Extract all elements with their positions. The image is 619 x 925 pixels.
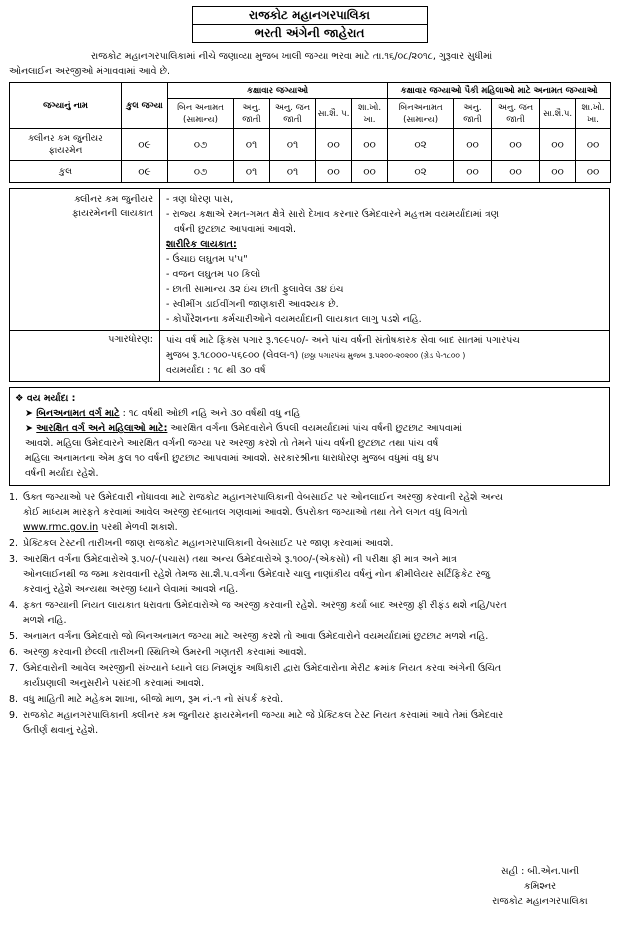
instructions-list: [9, 490, 610, 738]
instruction-text: [23, 661, 610, 691]
instruction-item: [9, 536, 610, 551]
subcol: અનુ. જન જાતી: [270, 99, 316, 129]
website-link[interactable]: www.rmc.gov.in: [23, 522, 99, 533]
instruction-item: [9, 629, 610, 644]
pay-line: [166, 348, 605, 363]
instruction-item: [9, 661, 610, 691]
post-name-cell: કુલ: [10, 161, 122, 183]
intro-line: રાજકોટ મહાનગરપાલિકામાં નીચે જણાવ્યા મુજબ ખાલી જગ્યા ભરવા માટે તા.૧૬/૦૮/૨૦૧૮, ગુરૂવાર સુધીમાં: [91, 51, 493, 62]
table-row: [10, 129, 611, 161]
post-name-cell: ક્લીનર કમ જુનીયર ફાયરમેન: [10, 129, 122, 161]
table-cell: ૦૦: [576, 161, 611, 183]
notice-title: ભરતી અંગેની જાહેરાત: [193, 24, 427, 42]
signatory-designation: કમિશ્નર: [523, 881, 557, 892]
qualification-label-line: ક્લીનર કમ જુનીયર: [74, 194, 153, 205]
instruction-text: [23, 552, 610, 597]
subcol: સા.શૈ. પ.: [316, 99, 352, 129]
age-rule-general: [15, 406, 604, 421]
instruction-text: [23, 536, 610, 551]
instruction-text: [23, 692, 610, 707]
pay-scale-body: [160, 331, 609, 381]
table-cell: ૦૦: [454, 161, 492, 183]
instruction-line: ફક્ત જગ્યાની નિયત લાયકાત ધરાવતા ઉમેદવારોએ જ અરજી કરવાની રહેશે. અરજી કર્યા બાદ અરજી ફી રીફંડ થશે નહિ/પરત: [23, 600, 507, 611]
instruction-line: કોઈ માધ્યમ મારફતે કરવામાં આવેલ અરજી રદબાતલ ગણવામાં આવશે. ઉપરોક્ત જગ્યાઓ તથા તેને લગત વધુ વિગતો: [23, 507, 468, 518]
age-rule-reserved: [15, 421, 604, 436]
instruction-line: ઉમેદવારોની આવેલ અરજીની સંખ્યાને ધ્યાને લઇ નિમણુંક અધિકારી દ્વારા ઉમેદવારોના મેરીટ ક્રમાંક નિયત કરવા અંગેની ઉચિત: [23, 663, 502, 674]
physical-item: - સ્વીમીંગ ડાઈવીંગની જાણકારી આવશ્યક છે.: [166, 299, 339, 310]
table-cell: ૦૧: [234, 129, 270, 161]
instruction-line: વધુ માહિતી માટે મહેકમ શાખા, બીજો માળ, રૂમ નં.-૧ નો સંપર્ક કરવો.: [23, 694, 284, 705]
signatory-org: રાજકોટ મહાનગરપાલિકા: [492, 896, 588, 907]
table-cell: ૦૨: [388, 129, 454, 161]
table-cell: ૦૨: [388, 161, 454, 183]
subcol: સા.શૈ.પ.: [540, 99, 576, 129]
table-cell: ૦૧: [234, 161, 270, 183]
arrow-icon: ➤: [25, 408, 37, 419]
signature-block: [480, 864, 600, 909]
instruction-text: [23, 490, 610, 535]
table-cell: ૦૧: [270, 129, 316, 161]
instruction-text: [23, 645, 610, 660]
instruction-line: ઉતીર્ણ થવાનું રહેશે.: [23, 725, 99, 736]
age-rule-text: : ૧૮ વર્ષથી ઓછી નહિ અને ૩૦ વર્ષથી વધુ નહિ: [122, 408, 301, 419]
physical-item: - ઉંચાઇ લઘુતમ ૫'૫": [166, 254, 248, 265]
instruction-line: અનામત વર્ગના ઉમેદવારો જો બિનઅનામત જગ્યા માટે અરજી કરશે તો આવા ઉમેદવારોને વયમર્યાદામાં છુટછાટ મળશે નહિ.: [23, 631, 489, 642]
qualification-item: - રાજ્ય કક્ષાએ રમત-ગમત ક્ષેત્રે સારો દેખાવ કરનાર ઉમેદવારને મહત્તમ વયમર્યાદામાં ત્રણ: [166, 209, 500, 220]
pay-level: મુજબ રૂ.૧૮૦૦૦-૫૬૯૦૦ (લેવલ-૧): [166, 350, 299, 361]
subcol: બિન અનામત (સામાન્ય): [168, 99, 234, 129]
age-rule-text-line: વર્ષની મર્યાદા રહેશે.: [25, 468, 99, 479]
vacancy-table: [9, 82, 611, 183]
instruction-number: 3.: [9, 554, 19, 565]
table-cell: ૦૯: [122, 129, 168, 161]
instruction-item: [9, 645, 610, 660]
col-post-name: જગ્યાનું નામ: [10, 83, 122, 129]
table-cell: ૦૦: [352, 161, 388, 183]
pay-sixth-commission: (છઠ્ઠા પગારપંચ મુજબ રૂ.૫૨૦૦-૨૦૨૦૦ (ગ્રેડ પે-૧૮૦૦ ): [301, 351, 466, 360]
qualification-section: [9, 188, 610, 331]
instruction-line: [23, 520, 610, 535]
table-row: [10, 161, 611, 183]
age-rule-head: આરક્ષિત વર્ગ અને મહિલાઓ માટે:: [36, 423, 168, 434]
table-cell: ૦૦: [492, 129, 540, 161]
qualification-item-cont: વર્ષની છુટછાટ આપવામાં આવશે.: [174, 224, 297, 235]
notice-header: [192, 6, 428, 43]
qualification-label-line: ફાયરમેનની લાયકાત: [71, 208, 153, 219]
table-cell: ૦૧: [270, 161, 316, 183]
instruction-number: 4.: [9, 600, 19, 611]
instruction-item: [9, 552, 610, 597]
instruction-number: 2.: [9, 538, 19, 549]
instruction-number: 9.: [9, 710, 19, 721]
table-cell: ૦૦: [316, 161, 352, 183]
instruction-line: મળશે નહિ.: [23, 615, 67, 626]
physical-item: - કોર્પોરેશનના કર્મચારીઓને વયમર્યાદાની લાયકાત લાગુ પડશે નહિ.: [166, 314, 422, 325]
table-cell: ૦૦: [576, 129, 611, 161]
table-cell: ૦૯: [122, 161, 168, 183]
subcol: બિનઅનામત (સામાન્ય): [388, 99, 454, 129]
instruction-number: 1.: [9, 492, 19, 503]
instruction-line: કરવાનું રહેશે અન્યથા અરજી ધ્યાને લેવામાં આવશે નહિ.: [23, 584, 239, 595]
age-limit-title: ❖ વય મર્યાદા :: [15, 393, 76, 404]
instruction-text: [23, 598, 610, 628]
physical-qualification-title: શારીરિક લાયકાત:: [166, 239, 237, 250]
instruction-item: [9, 490, 610, 535]
table-cell: ૦૭: [168, 161, 234, 183]
subcol: અનુ. જાતી: [234, 99, 270, 129]
table-cell: ૦૦: [492, 161, 540, 183]
subcol: અનુ. જન જાતી: [492, 99, 540, 129]
intro-paragraph: [9, 49, 610, 79]
physical-item: - છાતી સામાન્ય ૩૨ ઇંચ છાતી ફુલાવેલ ૩૪ ઇંચ: [166, 284, 344, 295]
instruction-item: [9, 692, 610, 707]
table-cell: ૦૦: [454, 129, 492, 161]
instruction-text: [23, 708, 610, 738]
qualification-body: [160, 189, 609, 330]
instruction-item: [9, 708, 610, 738]
intro-line: ઓનલાઈન અરજીઓ મંગાવવામાં આવે છે.: [9, 66, 170, 77]
instruction-line: અરજી કરવાની છેલ્લી તારીખની સ્થિતિએ ઉમરની ગણતરી કરવામાં આવશે.: [23, 647, 307, 658]
col-women-reserved: કક્ષાવાર જગ્યાઓ પૈકી મહિલાઓ માટે અનામત જગ્યાઓ: [388, 83, 611, 99]
instruction-number: 8.: [9, 694, 19, 705]
instruction-text: [23, 629, 610, 644]
instruction-line: આરક્ષિત વર્ગના ઉમેદવારોએ રૂ.૫૦/-(પચાસ) તથા અન્ય ઉમેદવારોએ રૂ.૧૦૦/-(એકસો) ની પરીક્ષા ફી માત્ર અને માત્ર: [23, 554, 457, 565]
table-cell: ૦૦: [540, 129, 576, 161]
instruction-line: પ્રેક્ટિકલ ટેસ્ટની તારીખની જાણ રાજકોટ મહાનગરપાલિકાની વેબસાઈટ પર જાણ કરવામાં આવશે.: [23, 538, 394, 549]
subcol: શા.ખો. ખા.: [352, 99, 388, 129]
instruction-number: 6.: [9, 647, 19, 658]
age-rule-head: બિનઅનામત વર્ગ માટે: [36, 408, 120, 419]
col-total-posts: કુલ જગ્યા: [122, 83, 168, 129]
subcol: શા.ખો. ખા.: [576, 99, 611, 129]
physical-item: - વજન લઘુતમ ૫૦ કિલો: [166, 269, 261, 280]
table-cell: ૦૦: [540, 161, 576, 183]
qualification-item: - ત્રણ ધોરણ પાસ,: [166, 194, 234, 205]
age-rule-text-line: મહિલા અનામતના એમ કુલ ૧૦ વર્ષની છુટછાટ આપવામાં આવશે. સરકારશ્રીના ધારાધોરણ મુજબ વધુમાં વધુ ૪૫: [25, 453, 439, 464]
org-title: રાજકોટ મહાનગરપાલિકા: [249, 8, 370, 22]
age-rule-text: આરક્ષિત વર્ગના ઉમેદવારોને ઉપલી વયમર્યાદામાં પાંચ વર્ષની છુટછાટ આપવામાં: [167, 423, 463, 434]
arrow-icon: ➤: [25, 423, 37, 434]
table-cell: ૦૭: [168, 129, 234, 161]
table-cell: ૦૦: [316, 129, 352, 161]
table-cell: ૦૦: [352, 129, 388, 161]
instruction-line: કાર્યપ્રણાલી અનુસરીને પસંદગી કરવામાં આવશે.: [23, 678, 205, 689]
subcol: અનુ. જાતી: [454, 99, 492, 129]
instruction-item: [9, 598, 610, 628]
instruction-line: ઉક્ત જગ્યાઓ પર ઉમેદવારી નોંધાવવા માટે રાજકોટ મહાનગરપાલિકાની વેબસાઈટ પર ઓનલાઈન અરજી કરવાની રહેશે અન્ય: [23, 492, 504, 503]
instruction-line: રાજકોટ મહાનગરપાલિકાની ક્લીનર કમ જુનીયર ફાયરમેનની જગ્યા માટે જે પ્રેક્ટિકલ ટેસ્ટ નિયત કરવામાં આવે તેમાં ઉમેદવાર: [23, 710, 504, 721]
instruction-line-tail: પરથી મેળવી શકાશે.: [98, 522, 178, 533]
pay-scale-section: [9, 331, 610, 382]
instruction-line: ઓનલાઈનથી જ જમા કરાવવાની રહેશે તેમજ સા.શૈ.પ.વર્ગના ઉમેદવારે ચાલુ નાણાંકીય વર્ષનું નોન ક્રીમીલેયર સર્ટિફિકેટ રજુ: [23, 569, 490, 580]
instruction-number: 7.: [9, 663, 19, 674]
col-category-posts: કક્ષાવાર જગ્યાઓ: [168, 83, 388, 99]
instruction-number: 5.: [9, 631, 19, 642]
age-limit-section: [9, 387, 610, 486]
age-limit-line: વયમર્યાદા : ૧૮ થી ૩૦ વર્ષ: [166, 365, 266, 376]
pay-scale-label: પગારધોરણ:: [10, 331, 160, 381]
qualification-label: [10, 189, 160, 330]
signatory-name: સહી : બી.એન.પાની: [500, 866, 580, 877]
age-rule-text-line: આવશે. મહિલા ઉમેદવારને આરક્ષિત વર્ગની જગ્યા પર અરજી કરશે તો તેમને પાંચ વર્ષની છુટછાટ તથા પાંચ વર્ષ: [25, 438, 439, 449]
pay-line: પાંચ વર્ષ માટે ફિક્સ પગાર રૂ.૧૯૯૫૦/- અને પાંચ વર્ષની સંતોષકારક સેવા બાદ સાતમાં પગારપંચ: [166, 335, 520, 346]
